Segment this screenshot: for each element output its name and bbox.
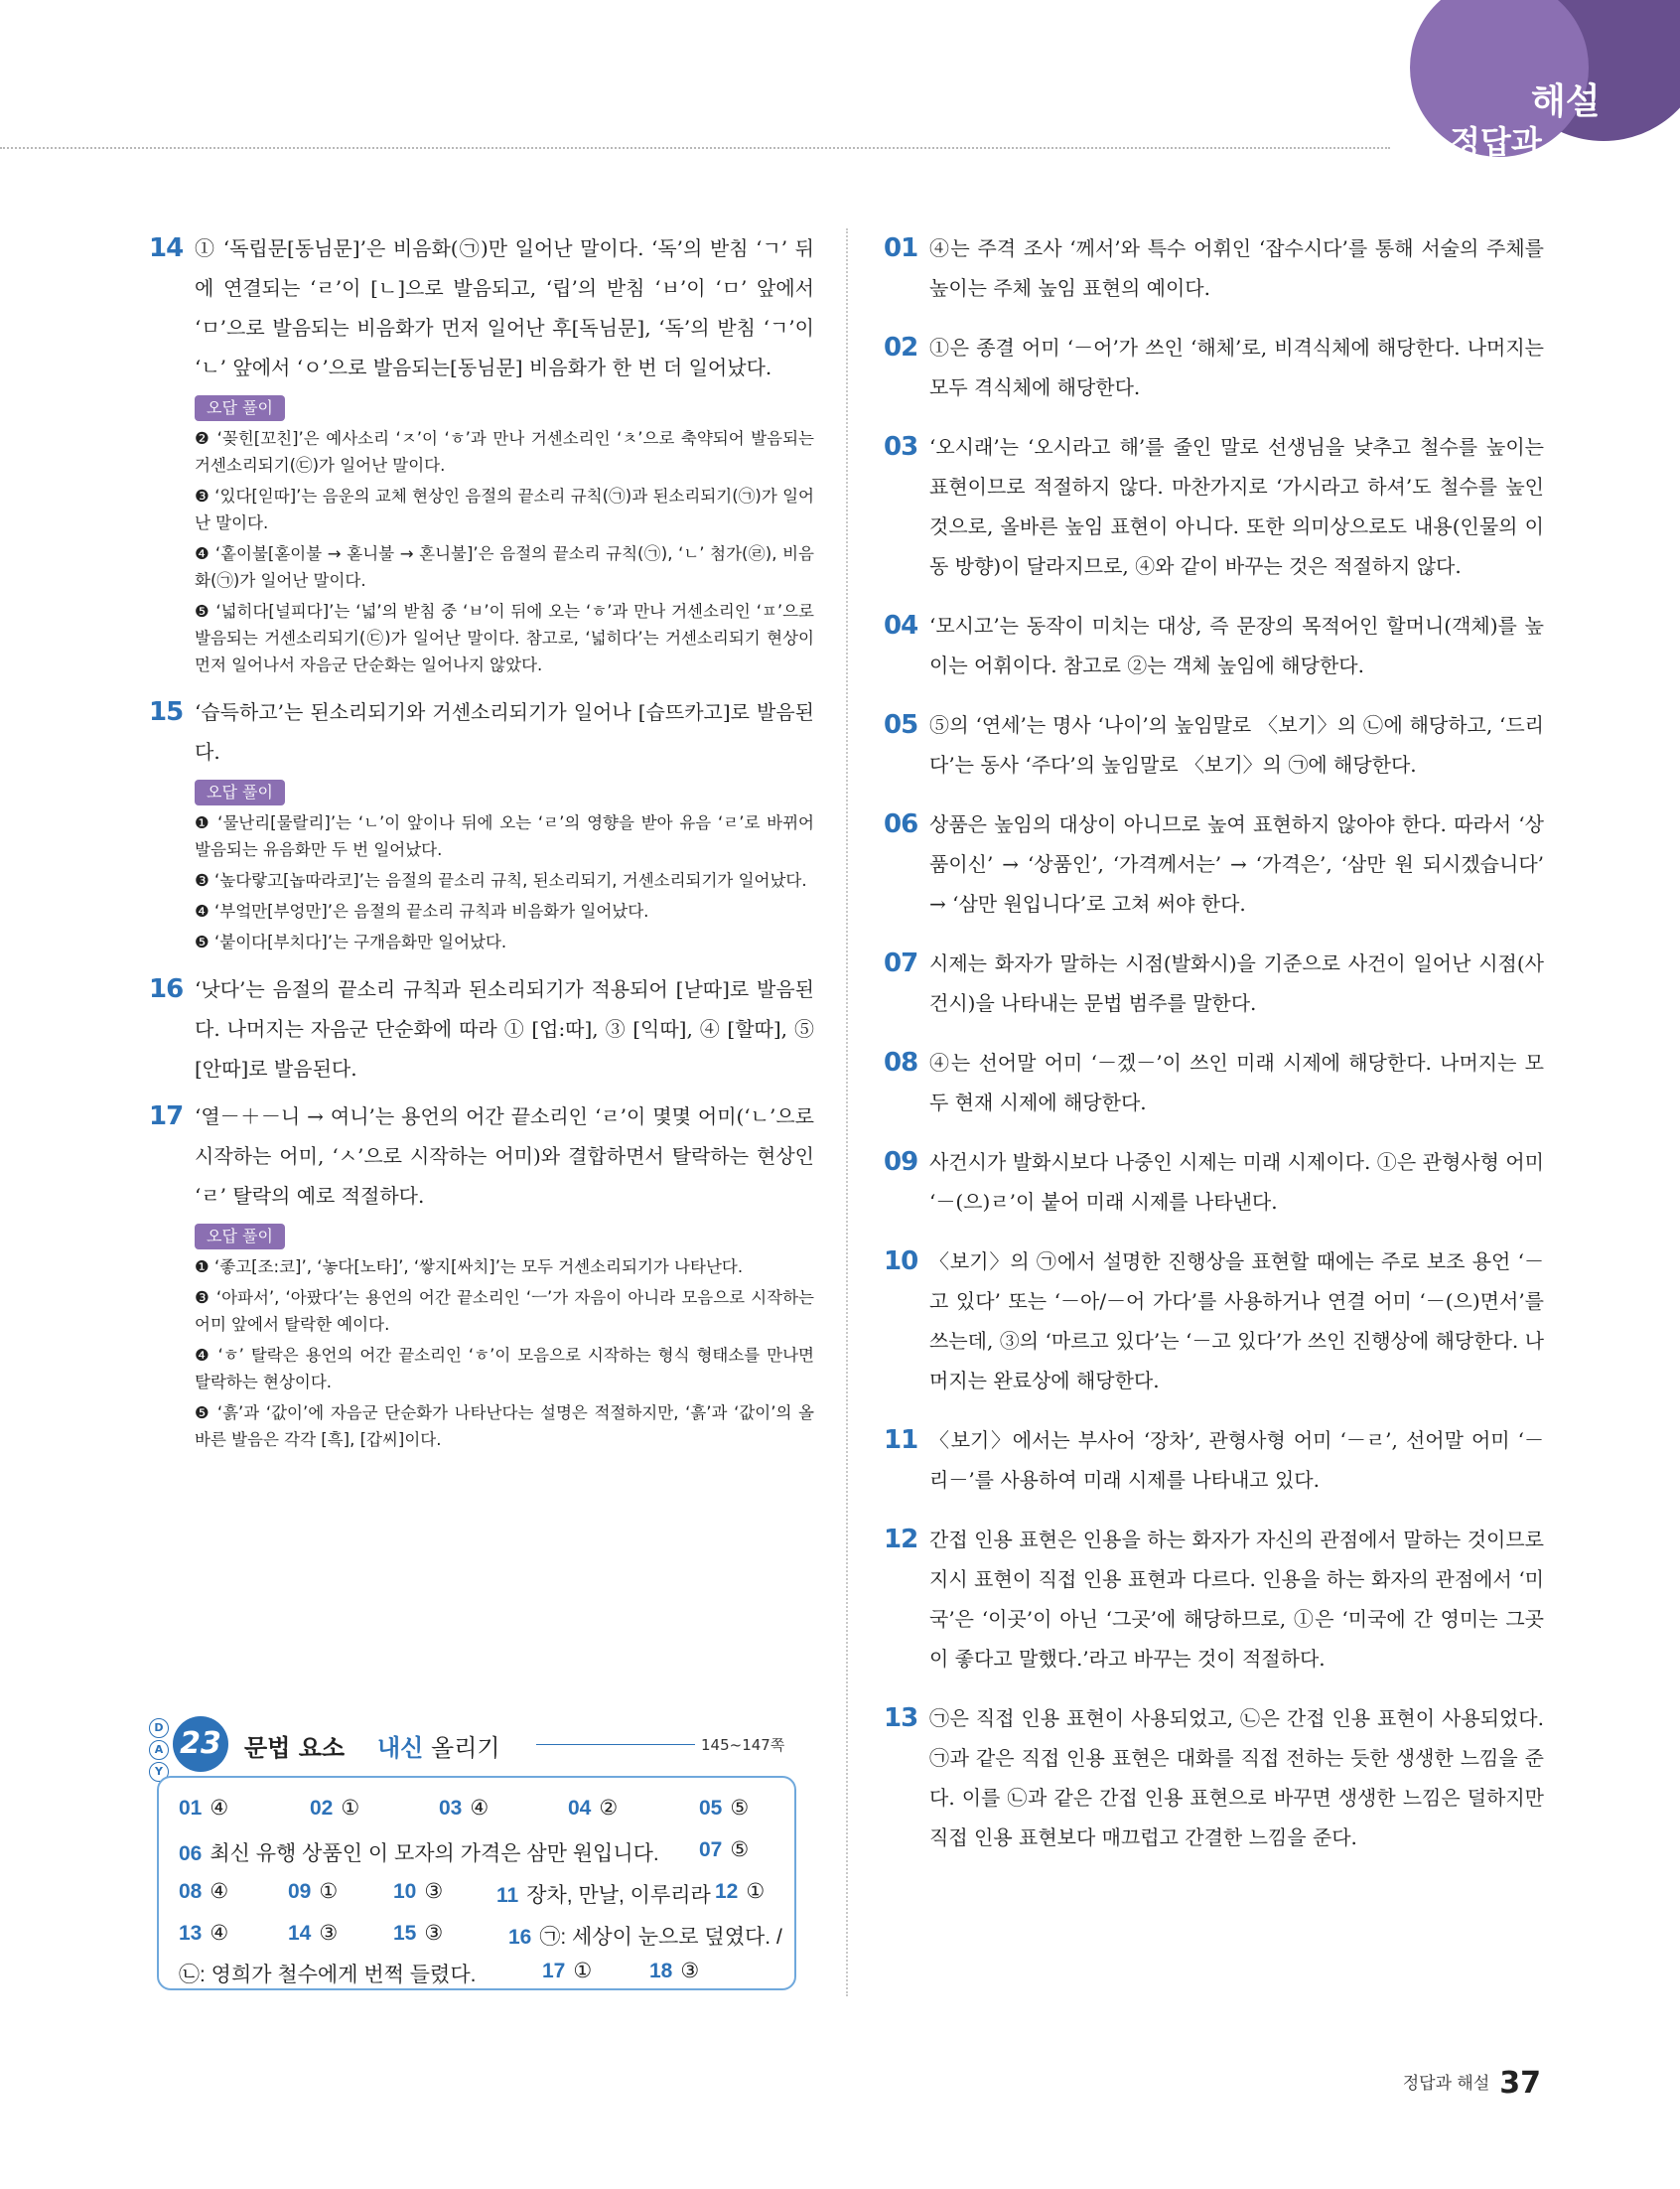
question-item bbox=[884, 1420, 1544, 1500]
answer-number: 18 bbox=[649, 1960, 673, 1982]
answer-value: ③ bbox=[319, 1922, 339, 1945]
wrong-answer-line: ❹ ‘홑이불[혿이불 → 혿니불 → 혼니불]’은 음절의 끝소리 규칙(㉠), ‘ㄴ’ 첨가(㉣), 비음화(㉠)가 일어난 말이다. bbox=[195, 544, 814, 590]
answer-number: 07 bbox=[699, 1838, 723, 1861]
question-item bbox=[884, 606, 1544, 685]
wrong-answer-line: ❸ ‘아파서’, ‘아팠다’는 용언의 어간 끝소리인 ‘ㅡ’가 자음이 아니라 모음으로 시작하는 어미 앞에서 탈락한 예이다. bbox=[195, 1288, 814, 1334]
question-explanation: ⑤의 ‘연세’는 명사 ‘나이’의 높임말로 〈보기〉의 ㉡에 해당하고, ‘드리다’는 동사 ‘주다’의 높임말로 〈보기〉의 ㉠에 해당한다. bbox=[929, 713, 1544, 777]
wrong-answer-line: ❸ ‘있다[읻따]’는 음운의 교체 현상인 음절의 끝소리 규칙(㉠)과 된소리되기(㉠)가 일어난 말이다. bbox=[195, 487, 814, 532]
question-explanation: ‘습득하고’는 된소리되기와 거센소리되기가 일어나 [습뜨카고]로 발음된다. bbox=[195, 700, 814, 764]
column-divider bbox=[846, 228, 848, 1996]
day-tag-letter: D bbox=[149, 1718, 169, 1738]
answer-value: ③ bbox=[424, 1922, 444, 1945]
answer-number: 01 bbox=[179, 1797, 203, 1820]
answer-value: ④ bbox=[210, 1797, 229, 1820]
question-item bbox=[884, 944, 1544, 1023]
answer-value: ㉡: 영희가 철수에게 번쩍 들렸다. bbox=[179, 1964, 477, 1986]
answer-number: 06 bbox=[179, 1842, 203, 1865]
day-title: 문법 요소 bbox=[244, 1734, 346, 1762]
answer-item bbox=[439, 1796, 489, 1821]
question-item bbox=[149, 969, 814, 1089]
day-tag-letter: A bbox=[149, 1740, 169, 1760]
question-item bbox=[884, 427, 1544, 586]
question-number: 03 bbox=[884, 432, 918, 462]
answer-value: ⑤ bbox=[730, 1838, 750, 1861]
question-explanation: 상품은 높임의 대상이 아니므로 높여 표현하지 않아야 한다. 따라서 ‘상품이신’ → ‘상품인’, ‘가격께서는’ → ‘가격은’, ‘삼만 원 되시겠습니다’ → ‘삼만 원입니다’로 고쳐 써야 한다. bbox=[929, 812, 1544, 916]
wrong-answer-line: ❶ ‘물난리[물랄리]’는 ‘ㄴ’이 앞이나 뒤에 오는 ‘ㄹ’의 영향을 받아 유음 ‘ㄹ’로 바뀌어 발음되는 유음화만 두 번 일어났다. bbox=[195, 813, 814, 859]
question-item bbox=[884, 1241, 1544, 1400]
question-number: 02 bbox=[884, 333, 918, 363]
answer-number: 17 bbox=[542, 1960, 566, 1982]
question-item bbox=[884, 705, 1544, 785]
wrong-answer-line: ❹ ‘ㅎ’ 탈락은 용언의 어간 끝소리인 ‘ㅎ’이 모음으로 시작하는 형식 형태소를 만나면 탈락하는 현상이다. bbox=[195, 1346, 814, 1391]
answer-item bbox=[288, 1921, 338, 1946]
wrong-answer-explanation bbox=[195, 395, 814, 678]
wrong-answer-badge: 오답 풀이 bbox=[195, 395, 285, 421]
answer-item bbox=[179, 1879, 228, 1904]
answer-item bbox=[699, 1837, 749, 1862]
answer-item bbox=[179, 1959, 476, 1988]
question-number: 04 bbox=[884, 611, 918, 641]
wrong-answer-line: ❺ ‘붙이다[부치다]’는 구개음화만 일어났다. bbox=[195, 933, 507, 951]
answer-number: 02 bbox=[310, 1797, 334, 1820]
header-dotted-rule bbox=[0, 147, 1390, 149]
question-number: 07 bbox=[884, 949, 918, 978]
left-column bbox=[149, 228, 814, 1467]
question-number: 11 bbox=[884, 1425, 918, 1455]
right-column bbox=[884, 228, 1544, 1877]
day-subtitle bbox=[377, 1728, 500, 1763]
answer-number: 15 bbox=[393, 1922, 417, 1945]
answer-value: ② bbox=[599, 1797, 619, 1820]
day-tag-letter: Y bbox=[149, 1762, 169, 1782]
answer-number: 11 bbox=[496, 1884, 519, 1907]
question-explanation: 〈보기〉의 ㉠에서 설명한 진행상을 표현할 때에는 주로 보조 용언 ‘－고 있다’ 또는 ‘－아/－어 가다’를 사용하거나 연결 어미 ‘－(으)면서’를 쓰는데, ③의 ‘마르고 있다’는 ‘－고 있다’가 쓰인 진행상에 해당한다. 나머지는 완료상에 해당한다. bbox=[929, 1249, 1544, 1392]
header-badge bbox=[1382, 0, 1680, 159]
question-item bbox=[149, 228, 814, 387]
answer-value: ㉠: 세상이 눈으로 덮였다. / bbox=[539, 1926, 782, 1949]
question-number: 13 bbox=[884, 1703, 918, 1733]
answer-value: ④ bbox=[470, 1797, 490, 1820]
answer-value: ③ bbox=[424, 1880, 444, 1903]
wrong-answer-line: ❹ ‘부엌만[부엉만]’은 음절의 끝소리 규칙과 비음화가 일어났다. bbox=[195, 902, 649, 921]
answer-item bbox=[699, 1796, 749, 1821]
answer-value: ① bbox=[573, 1960, 593, 1982]
footer-label: 정답과 해설 bbox=[1402, 2074, 1490, 2094]
question-number: 14 bbox=[149, 233, 184, 263]
answer-number: 12 bbox=[715, 1880, 739, 1903]
answer-value: 장차, 만날, 이루리라 bbox=[526, 1884, 711, 1907]
wrong-answer-explanation bbox=[195, 1224, 814, 1453]
answer-box bbox=[157, 1776, 796, 1990]
day-answer-section bbox=[149, 1716, 804, 1994]
answer-item bbox=[496, 1879, 711, 1909]
page-number: 37 bbox=[1499, 2066, 1541, 2101]
question-explanation: ① ‘독립문[동님문]’은 비음화(㉠)만 일어난 말이다. ‘독’의 받침 ‘ㄱ’ 뒤에 연결되는 ‘ㄹ’이 [ㄴ]으로 발음되고, ‘립’의 받침 ‘ㅂ’이 ‘ㅁ’ 앞에서 ‘ㅁ’으로 발음되는 비음화가 먼저 일어난 후[독님문], ‘독’의 받침 ‘ㄱ’이 ‘ㄴ’ 앞에서 ‘ㅇ’으로 발음되는[동님문] 비음화가 한 번 더 일어났다. bbox=[195, 236, 814, 379]
question-item bbox=[884, 1043, 1544, 1122]
question-explanation: ㉠은 직접 인용 표현이 사용되었고, ㉡은 간접 인용 표현이 사용되었다. ㉠과 같은 직접 인용 표현은 대화를 직접 전하는 듯한 생생한 느낌을 준다. 이를 ㉡과 같은 간접 인용 표현으로 바꾸면 생생한 느낌은 덜하지만 직접 인용 표현보다 매끄럽고 간결한 느낌을 준다. bbox=[929, 1706, 1544, 1849]
question-number: 15 bbox=[149, 697, 184, 727]
question-number: 05 bbox=[884, 710, 918, 740]
header-title-line1: 해설 bbox=[1531, 81, 1601, 122]
answer-number: 08 bbox=[179, 1880, 203, 1903]
question-item bbox=[884, 1698, 1544, 1857]
day-subtitle-highlight: 내신 bbox=[377, 1734, 424, 1762]
wrong-answer-badge: 오답 풀이 bbox=[195, 1224, 285, 1249]
answer-item bbox=[649, 1959, 699, 1983]
question-item bbox=[149, 1096, 814, 1216]
wrong-answer-line: ❷ ‘꽂힌[꼬친]’은 예사소리 ‘ㅈ’이 ‘ㅎ’과 만나 거센소리인 ‘ㅊ’으로 축약되어 발음되는 거센소리되기(㉢)가 일어난 말이다. bbox=[195, 429, 814, 475]
answer-value: ④ bbox=[210, 1880, 229, 1903]
wrong-answer-explanation bbox=[195, 780, 814, 955]
answer-item bbox=[179, 1921, 228, 1946]
answer-number: 04 bbox=[568, 1797, 592, 1820]
question-number: 10 bbox=[884, 1246, 918, 1276]
answer-value: ③ bbox=[680, 1960, 700, 1982]
answer-number: 03 bbox=[439, 1797, 463, 1820]
question-explanation: 간접 인용 표현은 인용을 하는 화자가 자신의 관점에서 말하는 것이므로 지시 표현이 직접 인용 표현과 다르다. 인용을 하는 화자의 관점에서 ‘미국’은 ‘이곳’이 아닌 ‘그곳’에 해당하므로, ①은 ‘미국에 간 영미는 그곳이 좋다고 말했다.’라고 바꾸는 것이 적절하다. bbox=[929, 1528, 1544, 1671]
answer-number: 14 bbox=[288, 1922, 312, 1945]
answer-item bbox=[288, 1879, 338, 1904]
day-title-rule bbox=[536, 1744, 695, 1745]
answer-item bbox=[542, 1959, 592, 1983]
question-explanation: ‘열－＋－니 → 여니’는 용언의 어간 끝소리인 ‘ㄹ’이 몇몇 어미(‘ㄴ’으로 시작하는 어미, ‘ㅅ’으로 시작하는 어미)와 결합하면서 탈락하는 현상인 ‘ㄹ’ 탈락의 예로 적절하다. bbox=[195, 1104, 814, 1208]
answer-item bbox=[715, 1879, 765, 1904]
question-explanation: ‘모시고’는 동작이 미치는 대상, 즉 문장의 목적어인 할머니(객체)를 높이는 어휘이다. 참고로 ②는 객체 높임에 해당한다. bbox=[929, 614, 1544, 677]
question-item bbox=[884, 1142, 1544, 1222]
question-explanation: 〈보기〉에서는 부사어 ‘장차’, 관형사형 어미 ‘－ㄹ’, 선어말 어미 ‘－리－’를 사용하여 미래 시제를 나타내고 있다. bbox=[929, 1428, 1544, 1492]
wrong-answer-badge: 오답 풀이 bbox=[195, 780, 285, 805]
answer-item bbox=[179, 1796, 228, 1821]
question-number: 06 bbox=[884, 809, 918, 839]
answer-value: ① bbox=[319, 1880, 339, 1903]
answer-item bbox=[393, 1921, 443, 1946]
question-explanation: ①은 종결 어미 ‘－어’가 쓰인 ‘해체’로, 비격식체에 해당한다. 나머지는 모두 격식체에 해당한다. bbox=[929, 336, 1544, 399]
answer-value: ① bbox=[746, 1880, 766, 1903]
answer-item bbox=[393, 1879, 443, 1904]
answer-value: ① bbox=[341, 1797, 360, 1820]
answer-value: ⑤ bbox=[730, 1797, 750, 1820]
question-explanation: ‘낫다’는 음절의 끝소리 규칙과 된소리되기가 적용되어 [낟따]로 발음된다. 나머지는 자음군 단순화에 따라 ① [업:따], ③ [익따], ④ [할따], ⑤ [안따]로 발음된다. bbox=[195, 977, 814, 1081]
question-explanation: ④는 선어말 어미 ‘－겠－’이 쓰인 미래 시제에 해당한다. 나머지는 모두 현재 시제에 해당한다. bbox=[929, 1051, 1544, 1114]
question-item bbox=[884, 328, 1544, 407]
page-footer bbox=[1403, 2066, 1541, 2101]
day-pages: 145~147쪽 bbox=[701, 1736, 785, 1754]
answer-number: 09 bbox=[288, 1880, 312, 1903]
question-item bbox=[884, 1520, 1544, 1678]
question-item bbox=[884, 804, 1544, 924]
header-title-line2: 정답과 bbox=[1450, 123, 1542, 159]
question-number: 16 bbox=[149, 974, 184, 1004]
answer-value: 최신 유행 상품인 이 모자의 가격은 삼만 원입니다. bbox=[210, 1842, 659, 1865]
answer-number: 13 bbox=[179, 1922, 203, 1945]
day-subtitle-rest: 올리기 bbox=[431, 1734, 500, 1762]
wrong-answer-line: ❺ ‘흙’과 ‘값이’에 자음군 단순화가 나타난다는 설명은 적절하지만, ‘흙’과 ‘값이’의 올바른 발음은 각각 [흑], [갑씨]이다. bbox=[195, 1403, 814, 1449]
answer-item bbox=[568, 1796, 618, 1821]
answer-number: 05 bbox=[699, 1797, 723, 1820]
wrong-answer-line: ❺ ‘넓히다[널피다]’는 ‘넓’의 받침 중 ‘ㅂ’이 뒤에 오는 ‘ㅎ’과 만나 거센소리인 ‘ㅍ’으로 발음되는 거센소리되기(㉢)가 일어난 말이다. 참고로, ‘넓히다’는 거센소리되기 현상이 먼저 일어나서 자음군 단순화는 일어나지 않았다. bbox=[195, 602, 814, 674]
question-explanation: ‘오시래’는 ‘오시라고 해’를 줄인 말로 선생님을 낮추고 철수를 높이는 표현이므로 적절하지 않다. 마찬가지로 ‘가시라고 하셔’도 철수를 높인 것으로, 올바른 높임 표현이 아니다. 또한 의미상으로도 내용(인물의 이동 방향)이 달라지므로, ④와 같이 바꾸는 것은 적절하지 않다. bbox=[929, 435, 1544, 578]
answer-item bbox=[310, 1796, 359, 1821]
answer-number: 16 bbox=[508, 1926, 532, 1949]
question-number: 09 bbox=[884, 1147, 918, 1177]
question-explanation: ④는 주격 조사 ‘께서’와 특수 어휘인 ‘잡수시다’를 통해 서술의 주체를 높이는 주체 높임 표현의 예이다. bbox=[929, 236, 1544, 300]
question-number: 17 bbox=[149, 1101, 184, 1131]
wrong-answer-line: ❶ ‘좋고[조:코]’, ‘놓다[노타]’, ‘쌓지[싸치]’는 모두 거센소리되기가 나타난다. bbox=[195, 1257, 744, 1276]
answer-value: ④ bbox=[210, 1922, 229, 1945]
question-explanation: 시제는 화자가 말하는 시점(발화시)을 기준으로 사건이 일어난 시점(사건시)을 나타내는 문법 범주를 말한다. bbox=[929, 951, 1544, 1015]
question-number: 12 bbox=[884, 1525, 918, 1554]
question-item bbox=[149, 692, 814, 772]
day-number: 23 bbox=[173, 1716, 228, 1772]
question-item bbox=[884, 228, 1544, 308]
question-explanation: 사건시가 발화시보다 나중인 시제는 미래 시제이다. ①은 관형사형 어미 ‘－(으)ㄹ’이 붙어 미래 시제를 나타낸다. bbox=[929, 1150, 1544, 1214]
question-number: 08 bbox=[884, 1048, 918, 1078]
wrong-answer-line: ❸ ‘높다랗고[놉따라코]’는 음절의 끝소리 규칙, 된소리되기, 거센소리되기가 일어났다. bbox=[195, 871, 807, 890]
answer-number: 10 bbox=[393, 1880, 417, 1903]
day-tag bbox=[149, 1718, 169, 1784]
question-number: 01 bbox=[884, 233, 918, 263]
answer-item bbox=[179, 1837, 659, 1867]
answer-item bbox=[508, 1921, 782, 1951]
